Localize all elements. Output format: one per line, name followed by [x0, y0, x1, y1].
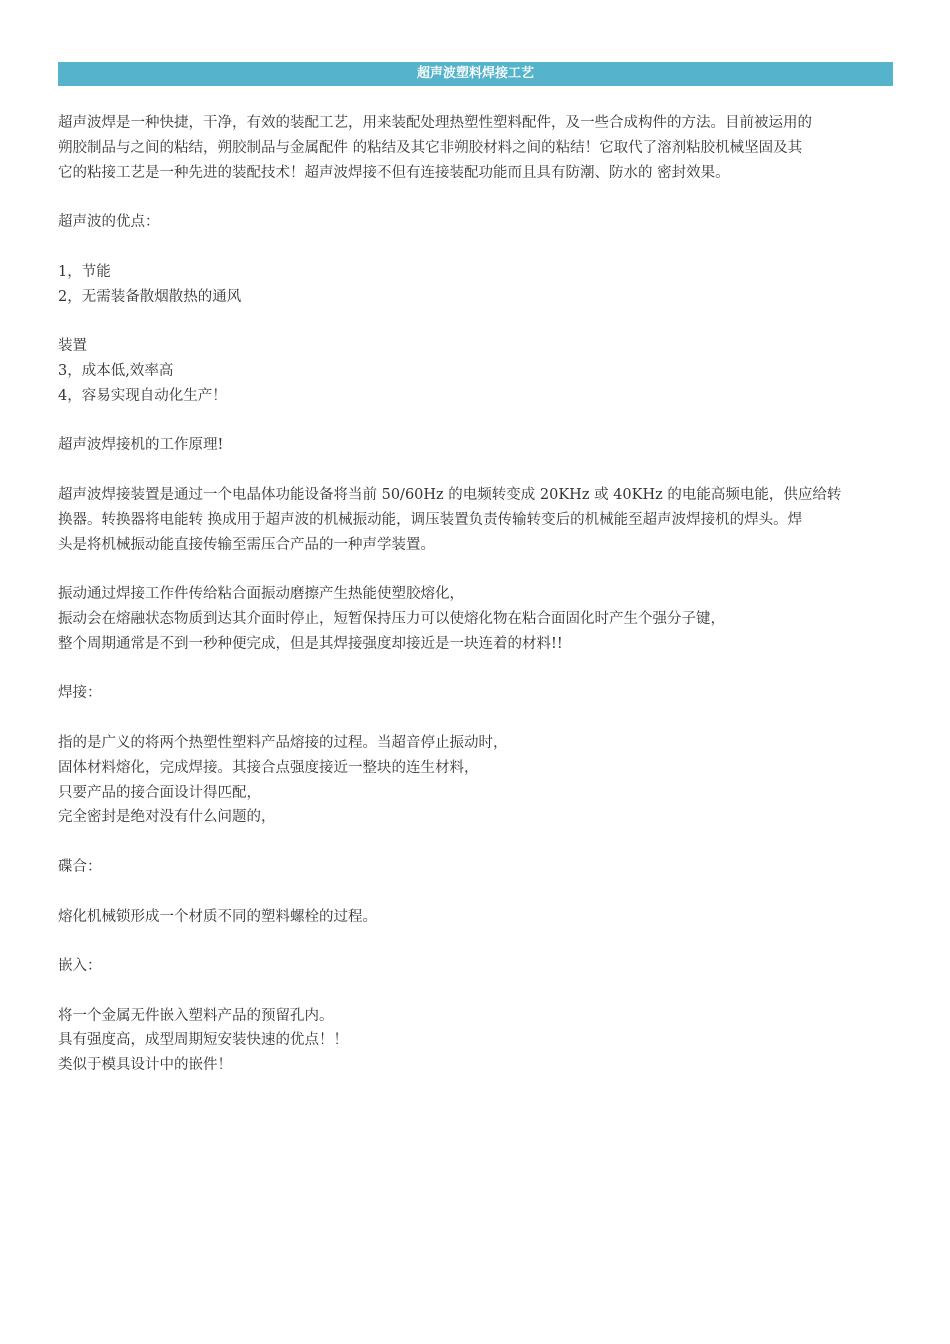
- text-line: 具有强度高，成型周期短安装快速的优点！！: [58, 1032, 348, 1049]
- text-line: 4，容易实现自动化生产！: [58, 387, 227, 404]
- paragraph: [58, 111, 893, 185]
- paragraph: [58, 905, 893, 930]
- text-line: 焊接：: [58, 685, 102, 702]
- text-line: 类似于模具设计中的嵌件！: [58, 1057, 232, 1074]
- document-title: 超声波塑料焊接工艺: [58, 62, 893, 86]
- text-line: 指的是广义的将两个热塑性塑料产品熔接的过程。当超音停止振动时，: [58, 734, 508, 751]
- text-line: 只要产品的接合面设计得匹配，: [58, 784, 261, 801]
- text-line: 碟合：: [58, 858, 102, 875]
- text-line: 超声波焊接机的工作原理!: [58, 437, 224, 454]
- paragraph: [58, 681, 893, 706]
- text-line: 它的粘接工艺是一种先进的装配技术！超声波焊接不但有连接装配功能而且具有防潮、防水的 密封效果。: [58, 164, 730, 181]
- text-line: 嵌入：: [58, 958, 102, 975]
- paragraph: [58, 731, 893, 830]
- text-line: 超声波焊接装置是通过一个电晶体功能设备将当前 50/60Hz 的电频转变成 20KHz 或 40KHz 的电能高频电能，供应给转: [58, 486, 842, 503]
- text-line: 3，成本低,效率高: [58, 362, 174, 379]
- text-line: 振动会在熔融状态物质到达其介面时停止，短暂保持压力可以使熔化物在粘合面固化时产生个强分子键，: [58, 610, 725, 627]
- text-line: 完全密封是绝对没有什么问题的，: [58, 809, 276, 826]
- document-page: [58, 62, 893, 1103]
- paragraph: [58, 334, 893, 408]
- paragraph: [58, 210, 893, 235]
- paragraph: [58, 582, 893, 656]
- text-line: 超声波焊是一种快捷，干净，有效的装配工艺，用来装配处理热塑性塑料配件，及一些合成构件的方法。目前被运用的: [58, 115, 812, 131]
- paragraph: [58, 855, 893, 880]
- text-line: 头是将机械振动能直接传输至需压合产品的一种声学装置。: [58, 536, 435, 553]
- text-line: 固体材料熔化，完成焊接。其接合点强度接近一整块的连生材料，: [58, 759, 479, 776]
- paragraph: [58, 433, 893, 458]
- text-line: 振动通过焊接工作件传给粘合面振动磨擦产生热能使塑胶熔化，: [58, 586, 464, 603]
- text-line: 1，节能: [58, 263, 111, 280]
- text-line: 2，无需装备散烟散热的通风: [58, 288, 242, 305]
- paragraph: [58, 1004, 893, 1078]
- document-body: [58, 111, 893, 1078]
- text-line: 熔化机械锁形成一个材质不同的塑料螺栓的过程。: [58, 908, 377, 925]
- text-line: 将一个金属无件嵌入塑料产品的预留孔内。: [58, 1007, 334, 1024]
- text-line: 朔胶制品与之间的粘结，朔胶制品与金属配件 的粘结及其它非朔胶材料之间的粘结！它取代了溶剂粘胶机械坚固及其: [58, 139, 803, 156]
- paragraph: [58, 260, 893, 310]
- text-line: 超声波的优点：: [58, 214, 160, 231]
- paragraph: [58, 954, 893, 979]
- text-line: 装置: [58, 338, 87, 355]
- text-line: 整个周期通常是不到一秒种便完成，但是其焊接强度却接近是一块连着的材料!!: [58, 635, 563, 652]
- paragraph: [58, 483, 893, 557]
- text-line: 换器。转换器将电能转 换成用于超声波的机械振动能，调压装置负责传输转变后的机械能至超声波焊接机的焊头。焊: [58, 511, 803, 528]
